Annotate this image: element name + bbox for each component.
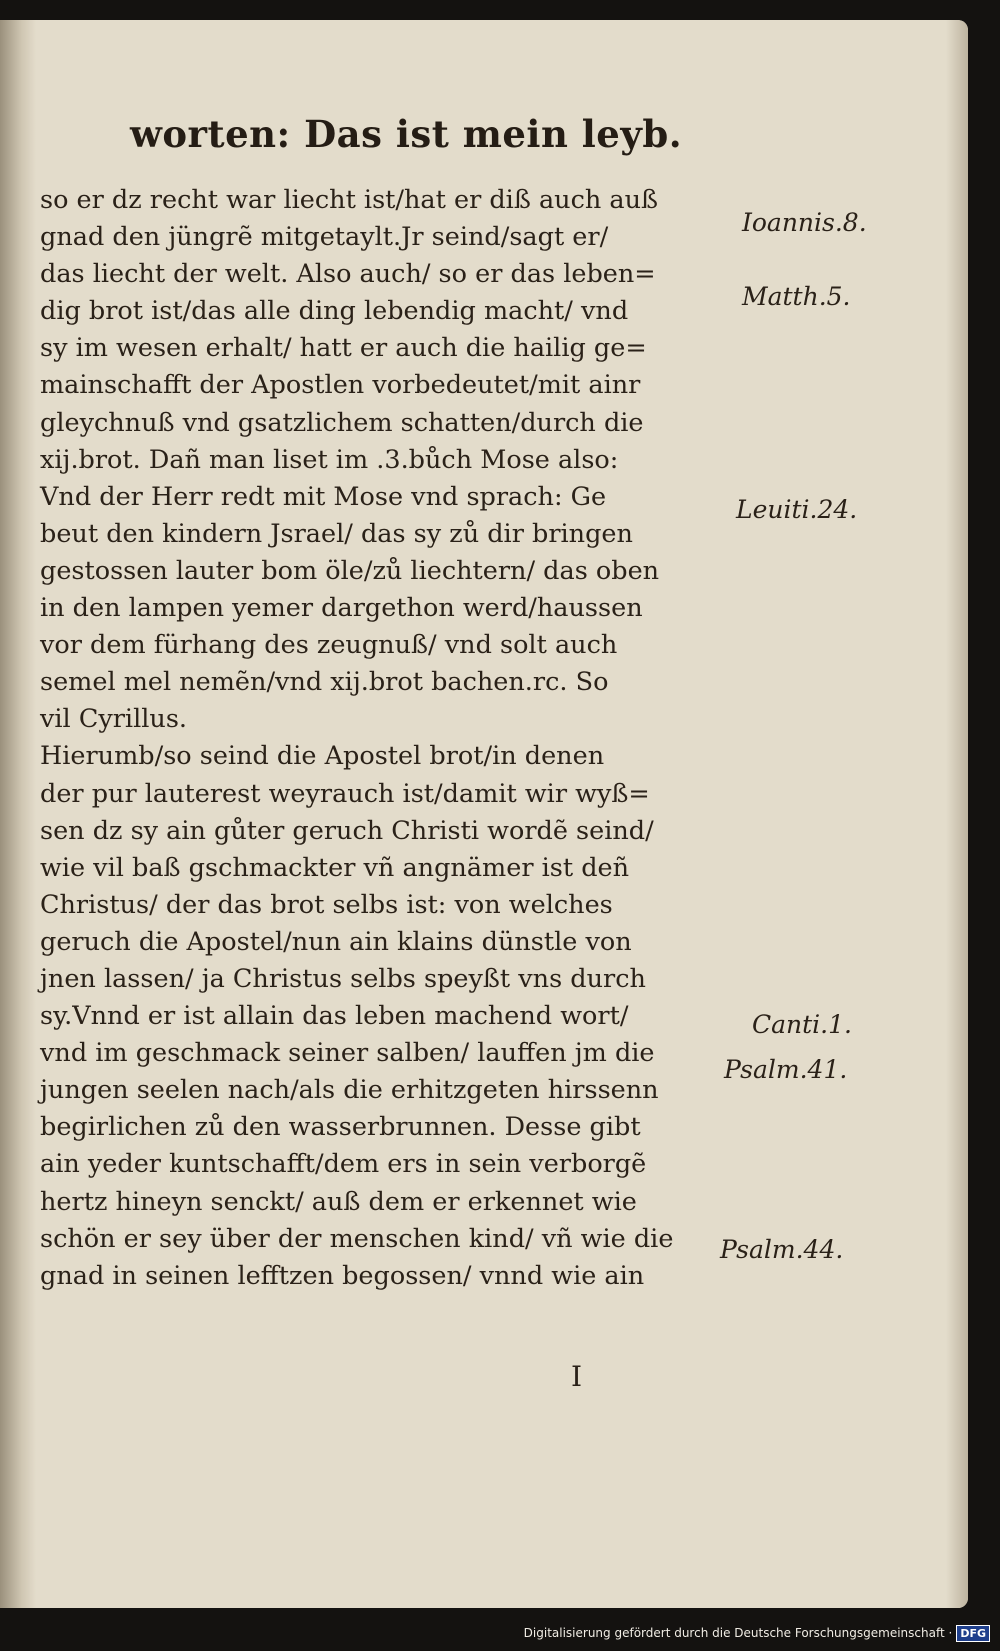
margin-note: Psalm.41.	[724, 1055, 848, 1084]
margin-note: Canti.1.	[752, 1010, 852, 1039]
text-line: wie vil baß gschmackter vñ angnämer ist deñ	[40, 852, 630, 883]
footer-credit	[524, 1621, 990, 1645]
text-line: jungen seelen nach/als die erhitzgeten hirssenn	[40, 1075, 659, 1106]
text-line: vnd im geschmack seiner salben/ lauffen jm die	[40, 1038, 655, 1069]
text-line: Hierumb/so seind die Apostel brot/in denen	[40, 741, 605, 772]
text-line: gleychnuß vnd gsatzlichem schatten/durch die	[40, 407, 644, 438]
text-line: dig brot ist/das alle ding lebendig macht/ vnd	[40, 296, 629, 327]
text-line: gnad den jüngrẽ mitgetaylt.Jr seind/sagt er/	[40, 222, 609, 253]
text-line: ain yeder kuntschafft/dem ers in sein verborgẽ	[40, 1149, 647, 1180]
text-line: Vnd der Herr redt mit Mose vnd sprach: Ge	[40, 481, 607, 512]
text-line: hertz hineyn senckt/ auß dem er erkennet wie	[40, 1186, 637, 1217]
dfg-logo: DFG	[956, 1625, 990, 1642]
body-text	[40, 182, 740, 1295]
signature-mark: I	[571, 1360, 583, 1393]
text-line: Christus/ der das brot selbs ist: von welches	[40, 889, 613, 920]
text-line: das liecht der welt. Also auch/ so er das leben=	[40, 259, 656, 290]
text-line: sy.Vnnd er ist allain das leben machend wort/	[40, 1001, 629, 1032]
page-edge-shadow	[946, 20, 968, 1608]
text-line: jnen lassen/ ja Christus selbs speyßt vns durch	[40, 963, 646, 994]
text-line: sy im wesen erhalt/ hatt er auch die hailig ge=	[40, 333, 647, 364]
text-line: begirlichen zů den wasserbrunnen. Desse gibt	[40, 1112, 641, 1143]
text-line: der pur lauterest weyrauch ist/damit wir wyß=	[40, 778, 650, 809]
text-line: gestossen lauter bom öle/zů liechtern/ das oben	[40, 555, 660, 586]
text-line: sen dz sy ain gůter geruch Christi wordẽ seind/	[40, 815, 654, 846]
margin-note: Ioannis.8.	[742, 208, 867, 237]
margin-note: Matth.5.	[742, 282, 851, 311]
margin-note: Leuiti.24.	[736, 495, 858, 524]
running-heading: worten: Das ist mein leyb.	[130, 112, 683, 156]
text-line: xij.brot. Dañ man liset im .3.bůch Mose also:	[40, 444, 619, 475]
text-line: geruch die Apostel/nun ain klains dünstle von	[40, 926, 632, 957]
text-line: beut den kindern Jsrael/ das sy zů dir bringen	[40, 518, 633, 549]
text-line: vor dem fürhang des zeugnuß/ vnd solt auch	[40, 630, 618, 661]
text-line: mainschafft der Apostlen vorbedeutet/mit ainr	[40, 370, 641, 401]
footer-text: Digitalisierung gefördert durch die Deutsche Forschungsgemeinschaft ·	[523, 1626, 953, 1640]
text-line: so er dz recht war liecht ist/hat er diß auch auß	[40, 185, 659, 215]
page-gutter-shadow	[0, 20, 36, 1608]
text-line: schön er sey über der menschen kind/ vñ wie die	[40, 1223, 674, 1254]
text-line: semel mel nemẽn/vnd xij.brot bachen.rc. So	[40, 667, 609, 698]
text-line: in den lampen yemer dargethon werd/haussen	[40, 593, 643, 624]
text-line: vil Cyrillus.	[40, 704, 188, 735]
margin-note: Psalm.44.	[720, 1235, 844, 1264]
book-page	[0, 20, 968, 1608]
text-line: gnad in seinen lefftzen begossen/ vnnd wie ain	[40, 1260, 645, 1291]
